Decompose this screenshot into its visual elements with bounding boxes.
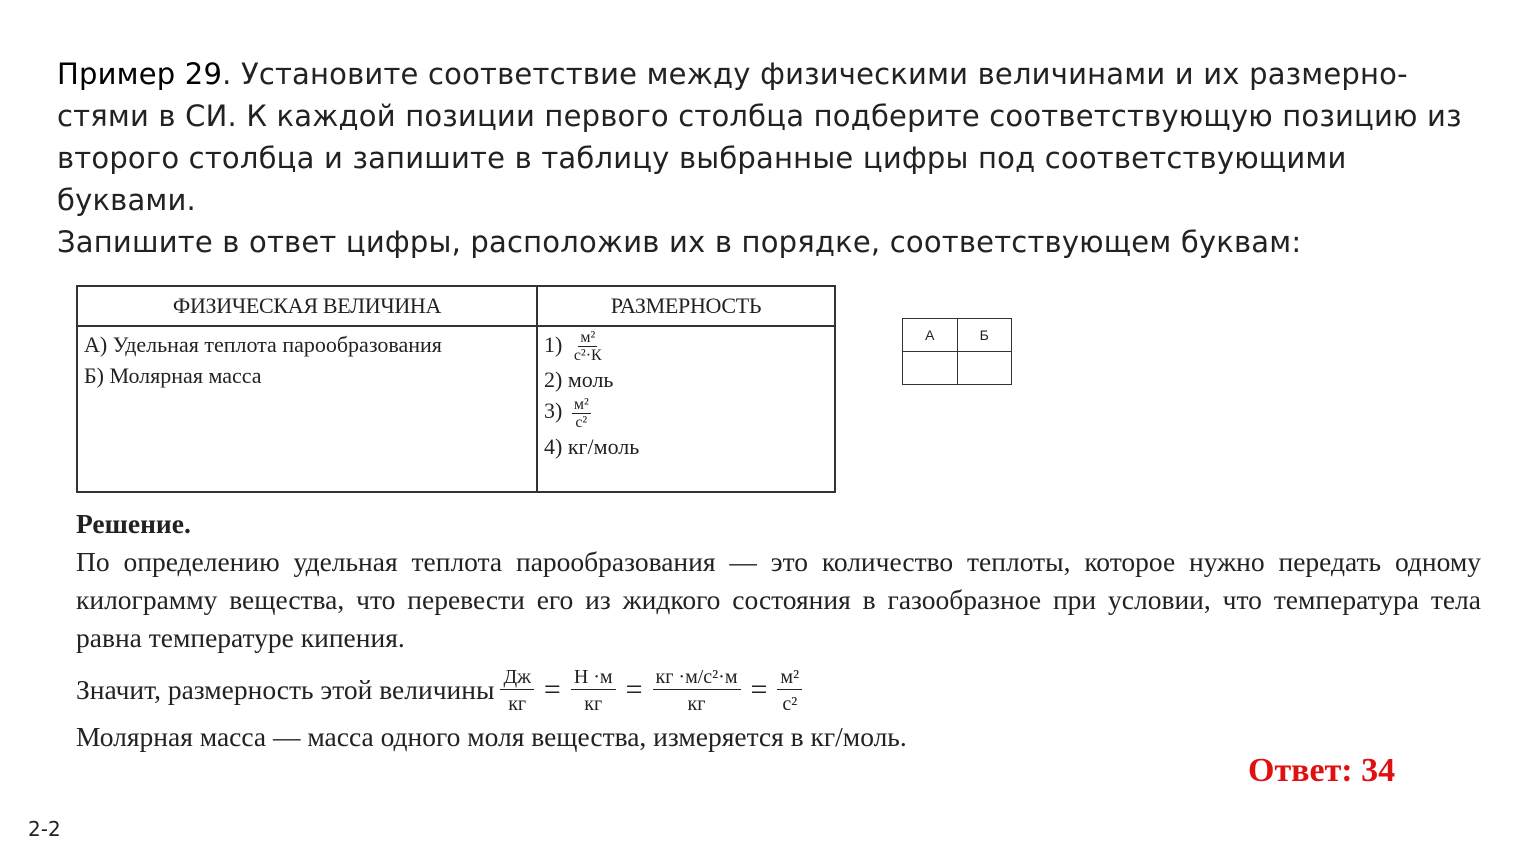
quantities-cell: [77, 326, 537, 492]
equation-lead: Значит, размерность этой величины: [76, 674, 495, 705]
solution-title: Решение.: [76, 508, 191, 539]
dimension-2: 2) моль: [544, 367, 614, 393]
task-text: . Установите соответствие между физическими величинами и их размерно-стями в СИ. К каждой позиции первого столбца подберите соответствующую позицию из второго столбца и запишите в таблицу выбранные цифры под соответствующими буквами.: [57, 57, 1462, 217]
dimension-3-denominator: с²: [575, 413, 588, 431]
quantity-a: А) Удельная теплота парообразования: [84, 332, 442, 357]
dimension-1: [544, 329, 828, 364]
fraction-2-denominator: кг: [584, 692, 603, 715]
task-instruction: Запишите в ответ цифры, расположив их в порядке, соответствующем буквам:: [57, 225, 1302, 259]
dimension-3-fraction: [572, 396, 591, 431]
answer-grid-cell-b[interactable]: [957, 352, 1012, 385]
equation-fraction-3: [653, 665, 741, 716]
equals-sign: =: [750, 673, 768, 706]
dimension-3: [544, 395, 828, 430]
slide-number: 2-2: [28, 817, 61, 841]
equals-sign: =: [625, 673, 643, 706]
dimension-1-denominator: с²·К: [573, 347, 602, 365]
equation-fraction-1: [500, 665, 533, 716]
fraction-3-denominator: кг: [687, 692, 706, 715]
dimension-3-prefix: 3): [544, 398, 563, 424]
answer-grid-cell-a[interactable]: [903, 352, 958, 385]
dimension-1-fraction: [572, 329, 604, 364]
fraction-4-denominator: с²: [782, 692, 798, 715]
dimensions-cell: [537, 326, 835, 492]
fraction-4-numerator: м²: [777, 665, 802, 690]
fraction-3-numerator: кг ·м/с²·м: [653, 665, 741, 690]
dimension-4: 4) кг/моль: [544, 433, 640, 459]
solution-paragraph: По определению удельная теплота парообразования — это количество теплоты, которое нужно передать одному килограмму вещества, что перевести его из жидкого состояния в газообразное при условии, что температура тела равна температуре кипения.: [76, 546, 1481, 653]
final-answer: Ответ: 34: [1248, 752, 1396, 789]
solution-molar-mass: Молярная масса — масса одного моля вещества, измеряется в кг/моль.: [76, 721, 907, 752]
fraction-1-numerator: Дж: [500, 665, 533, 690]
matching-table: [76, 285, 836, 493]
dimension-3-numerator: м²: [573, 395, 589, 413]
quantity-b: Б) Молярная масса: [84, 363, 262, 388]
equation-fraction-4: [777, 665, 802, 716]
dimension-1-prefix: 1): [544, 332, 563, 357]
answer-grid: [902, 318, 1012, 385]
fraction-1-denominator: кг: [508, 692, 527, 715]
task-statement: [57, 53, 1477, 263]
equation-fraction-2: [571, 665, 616, 716]
answer-grid-header-b: Б: [957, 319, 1012, 352]
header-quantity: ФИЗИЧЕСКАЯ ВЕЛИЧИНА: [77, 286, 537, 326]
equals-sign: =: [543, 673, 561, 706]
example-label: Пример 29: [57, 57, 223, 91]
dimension-1-numerator: м²: [580, 329, 596, 347]
fraction-2-numerator: Н ·м: [571, 665, 616, 690]
solution-equation: [76, 660, 1481, 720]
answer-grid-header-a: А: [903, 319, 958, 352]
task-paragraph: [57, 53, 1477, 221]
header-dimension: РАЗМЕРНОСТЬ: [537, 286, 835, 326]
